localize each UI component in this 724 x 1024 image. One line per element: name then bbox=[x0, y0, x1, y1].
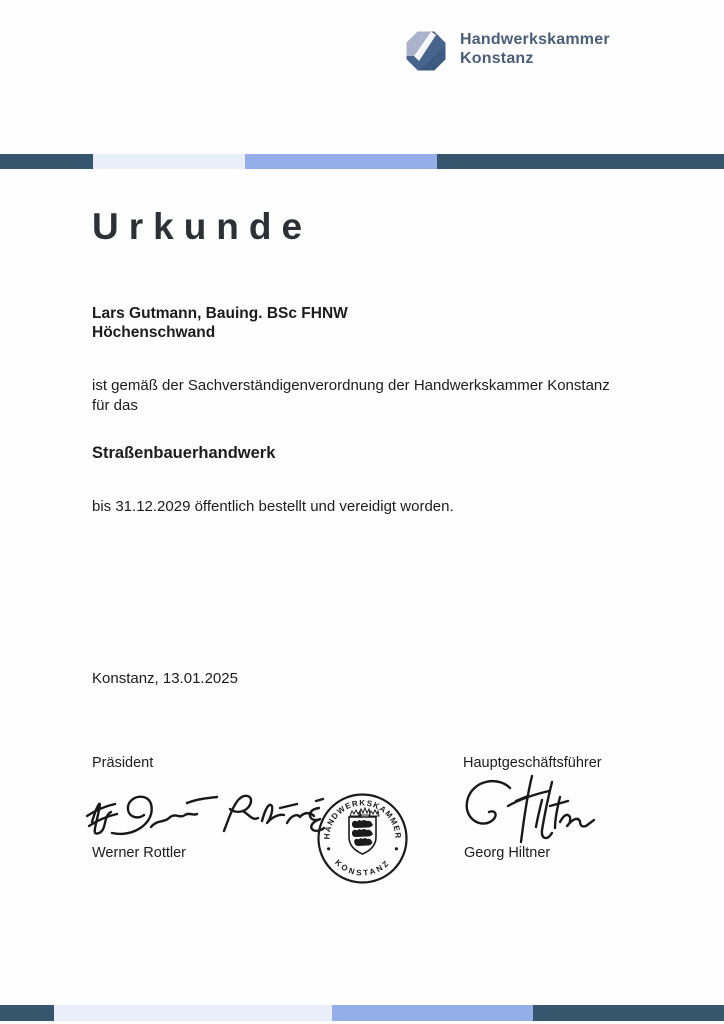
seal-dot-right bbox=[395, 847, 398, 850]
signature-georg-hiltner bbox=[452, 770, 602, 848]
bar-segment-light bbox=[54, 1005, 332, 1021]
printed-name-ceo: Georg Hiltner bbox=[464, 845, 551, 861]
bar-segment-dark-right bbox=[533, 1005, 724, 1021]
printed-name-president: Werner Rottler bbox=[92, 845, 187, 861]
logo-org-name: Handwerkskammer bbox=[460, 31, 610, 48]
role-ceo: Hauptgeschäftsführer bbox=[463, 755, 602, 771]
bar-segment-periwinkle bbox=[245, 154, 437, 169]
letterhead bbox=[405, 30, 610, 72]
decorative-bar-top bbox=[0, 154, 724, 169]
seal-dot-left bbox=[327, 847, 330, 850]
trade-name: Straßenbauerhandwerk bbox=[92, 444, 276, 462]
signature-werner-rottler bbox=[84, 786, 326, 848]
hwk-logo-icon bbox=[405, 30, 447, 72]
intro-paragraph bbox=[92, 376, 610, 416]
certificate-title: Urkunde bbox=[92, 206, 313, 247]
bar-segment-dark bbox=[0, 154, 93, 169]
bar-segment-light bbox=[93, 154, 245, 169]
decorative-bar-bottom bbox=[0, 1005, 724, 1021]
recipient-block bbox=[92, 304, 348, 342]
seal-coat-of-arms bbox=[349, 808, 379, 854]
validity-statement: bis 31.12.2029 öffentlich bestellt und vereidigt worden. bbox=[92, 498, 454, 515]
bar-segment-dark-right bbox=[437, 154, 724, 169]
logo-org-city: Konstanz bbox=[460, 50, 534, 67]
seal-text-bottom: KONSTANZ bbox=[333, 857, 392, 878]
bar-segment-dark bbox=[0, 1005, 54, 1021]
recipient-city: Höchenschwand bbox=[92, 324, 216, 341]
place-date: Konstanz, 13.01.2025 bbox=[92, 670, 238, 687]
logo-wordmark bbox=[460, 30, 610, 68]
seal-text-top: HANDWERKSKAMMER bbox=[322, 798, 403, 840]
bar-segment-periwinkle bbox=[332, 1005, 533, 1021]
recipient-name: Lars Gutmann, Bauing. BSc FHNW bbox=[92, 305, 348, 322]
hwk-round-seal bbox=[316, 792, 409, 885]
intro-line-2: für das bbox=[92, 397, 138, 414]
intro-line-1: ist gemäß der Sachverständigenverordnung der Handwerkskammer Konstanz bbox=[92, 377, 610, 394]
svg-text:KONSTANZ bbox=[333, 858, 392, 878]
role-president: Präsident bbox=[92, 755, 154, 771]
